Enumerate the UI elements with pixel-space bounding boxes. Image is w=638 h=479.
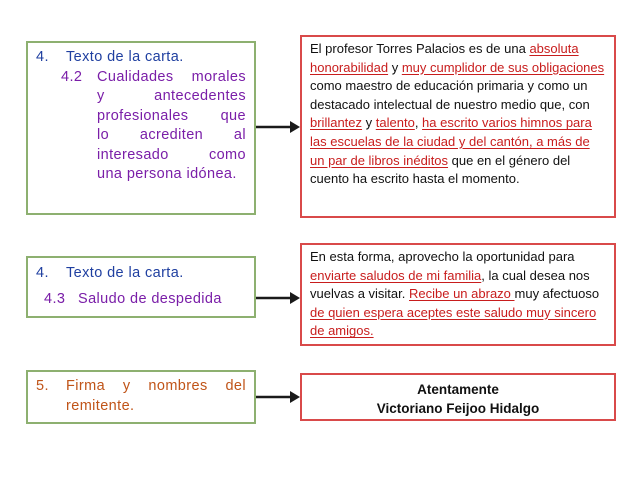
subsection-text: [97, 68, 246, 185]
section-heading: [36, 48, 246, 68]
subsection-number: 4.2: [61, 68, 83, 85]
step-4-2-box: [26, 41, 256, 215]
subsection-line: interesado como: [97, 146, 246, 163]
subsection-label: Saludo de despedida: [78, 290, 222, 307]
signature-box: [300, 373, 616, 421]
subsection-line: y antecedentes: [97, 88, 246, 104]
text-segment: que en el género del cuento ha escrito hasta el momento.: [310, 152, 571, 187]
subsection-line: lo acrediten al: [97, 127, 246, 143]
text-segment: ,: [414, 115, 423, 131]
step-5-box: [26, 370, 256, 424]
text-segment: , la cual desea nos vuelvas a visitar.: [310, 267, 590, 302]
arrow-right-icon: [256, 390, 300, 404]
text-segment: como maestro de educación primaria y como un destacado intelectual de nuestro medio que, con: [310, 78, 590, 112]
text-segment: En esta forma, aprovecho la oportunidad para: [310, 249, 575, 264]
highlighted-phrase: Recibe un abrazo: [409, 286, 515, 302]
highlighted-phrase: talento: [375, 115, 415, 131]
highlighted-phrase: muy cumplidor de sus obligaciones: [401, 59, 605, 75]
subsection: [36, 290, 246, 310]
section-title: Texto de la carta.: [66, 265, 184, 281]
text-segment: El profesor Torres Palacios es de una: [310, 41, 530, 56]
arrow-right-icon: [256, 291, 300, 305]
highlighted-phrase: enviarte saludos de mi familia: [310, 267, 482, 283]
highlighted-phrase: de quien espera aceptes este saludo muy sincero de amigos.: [310, 304, 597, 339]
text-segment: y: [362, 115, 376, 131]
section-title-line: Firma y nombres del: [66, 378, 246, 394]
section-number: 4.: [36, 265, 49, 281]
subsection-line: Cualidades morales: [97, 68, 246, 85]
subsection-line: profesionales que: [97, 107, 246, 124]
section-heading: [36, 264, 246, 284]
farewell-text-box: [300, 243, 616, 346]
section-number: 4.: [36, 49, 49, 65]
section-number: 5.: [36, 378, 49, 394]
highlighted-phrase: ha escrito varios himnos para las escuelas de la ciudad y del cantón, a más de un par de libros inéditos: [310, 115, 592, 168]
arrow-right-icon: [256, 120, 300, 134]
closing-word: Atentamente: [417, 382, 499, 397]
section-heading: [36, 377, 246, 397]
text-segment: muy afectuoso: [514, 286, 600, 302]
subsection-line: una persona idónea.: [97, 166, 237, 182]
subsection-number: 4.3: [44, 290, 66, 307]
quality-text-box: [300, 35, 616, 218]
section-title-line: remitente.: [66, 397, 135, 414]
quality-paragraph: [310, 40, 606, 189]
section-title: [66, 377, 246, 397]
highlighted-phrase: absoluta honorabilidad: [310, 41, 579, 75]
section-title: Texto de la carta.: [66, 49, 184, 65]
highlighted-phrase: brillantez: [310, 115, 363, 131]
subsection: [36, 68, 246, 185]
signer-name: Victoriano Feijoo Hidalgo: [376, 401, 540, 416]
farewell-paragraph: [310, 248, 606, 341]
text-segment: y: [388, 59, 402, 75]
step-4-3-box: [26, 256, 256, 318]
